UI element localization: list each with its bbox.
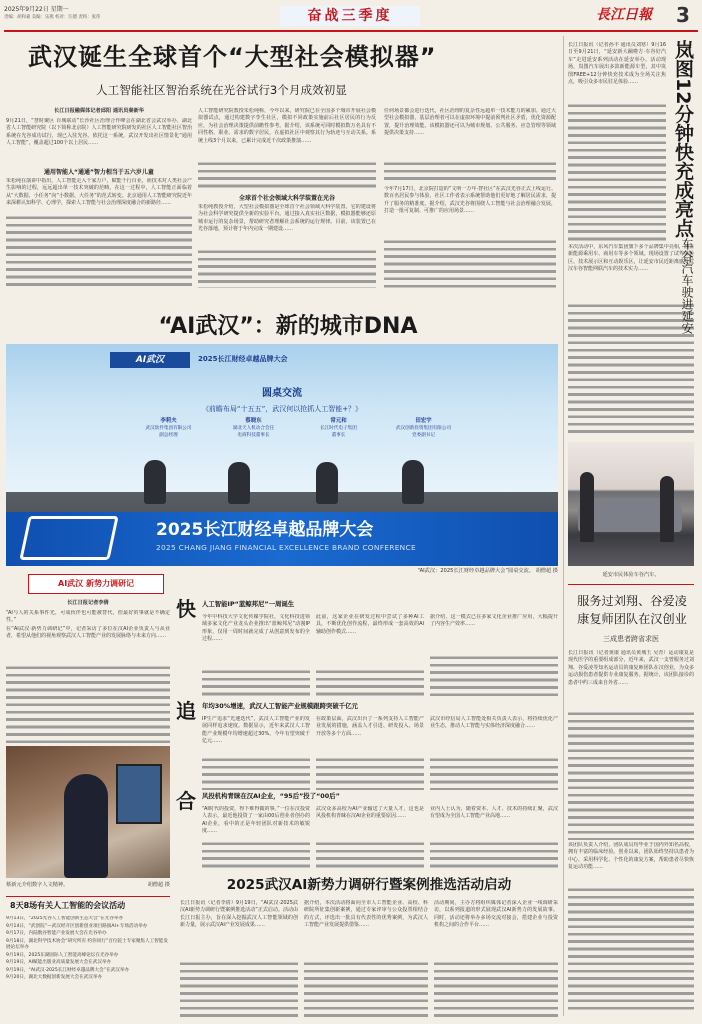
- person-figure: [64, 774, 108, 878]
- lead-column-2-text: [198, 160, 376, 190]
- side-body-1-text: [568, 102, 666, 242]
- section3-col-b-text: [316, 840, 424, 872]
- issue-date: 2025年9月22日 星期一: [4, 6, 69, 13]
- bottom-body-1: 长江日报讯（记者李倩）9月19日，“AI武汉·2025武汉AI新势力调研行暨案例推选活动”正式启动。活动由长江日报主办，旨在深入挖掘武汉人工智能领域的创新力量，展示武汉AI产业发展成果……: [180, 900, 298, 929]
- side-body-4: 该团队负责人介绍，团队成员均毕业于国内外知名高校，拥有丰富的临床经验。创业以来，团队始终坚持以患者为中心，采用科学化、个性化的康复方案，帮助患者尽快恢复运动功能……: [568, 842, 694, 871]
- section-banner: [280, 6, 420, 26]
- speaker-name: 常元和: [330, 418, 347, 424]
- lead-subhead-1: 通用智能人“通通”智力相当于五六岁儿童: [44, 169, 154, 176]
- section3-col-b: 武汉众多高校为AI产业输送了大量人才，这也是风投机构青睐在汉AI企业的重要原因……: [316, 806, 424, 820]
- bottom-body-2-text: [304, 960, 428, 1018]
- section1-col-b: 此前，这家企业在研发过程中尝试了多种AI工具，不断优化创作流程，最终形成一套高效的AI辅助创作模式……: [316, 614, 424, 635]
- section3-title: 风投机构青睐在汉AI企业，“95后”投了“00后”: [202, 792, 340, 800]
- side-subtitle-text: 车谷汽车驶进延安: [680, 238, 694, 334]
- person-figure: [660, 476, 674, 542]
- editors-line: 责编：胡和嘉 美编：乐燕 校对：汪德 责校：张伟: [4, 15, 101, 20]
- side-title: [670, 40, 694, 240]
- list-item: 9月18日，湖北科学技术协会“研究所有 约你同行”百位院士专家聚焦人工智能发展论坛举办: [6, 938, 168, 950]
- speaker-card: [214, 418, 294, 470]
- speaker-org: 长江时代电子集团: [320, 426, 357, 431]
- lead-column-2: 人工智能研究院教授朱松纯称，今年以来，研究院已在全国多个城市开展社会模拟器试点，通过构建数字孪生社区，模拟不同政策实施前后社区居民的行为反应，为社会治理决策提供前瞻性参考。据介绍，该系统可同时模拟数万名具有不同性格、职业、需求的数字居民，在虚拟社区中观察其行为轨迹与互动关系。系统上线3个月以来，已累计完成近千次政策推演……: [198, 108, 376, 144]
- section3-col-a-text: [202, 840, 310, 872]
- speaker-card: [129, 418, 209, 470]
- ai-wuhan-logo: AI武汉: [110, 352, 190, 368]
- research-byline: 长江日报记者李倩: [67, 600, 109, 606]
- event-list: [6, 916, 170, 1020]
- side-title-text: 岚图12分钟快充成亮点: [672, 40, 694, 238]
- marker-he: 合: [176, 789, 196, 813]
- section-title: 奋战三季度: [307, 8, 393, 24]
- list-top-rule: [6, 896, 170, 897]
- side-body-3: 长江日报讯（记者黄康 通讯员黄城玉 吴青）运动康复是现代医学的重要组成部分，近年来，武汉一支曾服务过刘翔、谷爱凌等知名运动员的康复师团队在汉创业，为众多运动损伤患者提供专业康复服务。据统计，该团队接诊的患者中约三成来自外省……: [568, 650, 694, 686]
- side-subtitle-2: 三成患者跨省求医: [603, 635, 659, 643]
- research-photo-caption: 蔡新元介绍数字人文精神。: [6, 882, 69, 888]
- speaker-org: 湖北天人机动合会任: [232, 426, 275, 431]
- section3-col-a: “AI时代的投资，得下难得做的事。”一位在汉投资人表示，最近他投资了一家由00后创业者创办的AI企业，看中的正是年轻团队对新技术的敏锐度……: [202, 806, 310, 835]
- research-intro-text: [6, 664, 170, 744]
- lead-column-1: 9月21日，“慧时聚区 百城联动”长沙社区治理合作峰会在湖北省会武汉举办，湖北省人工智能研究院（以下简称北京院）人工智能研究院研发的社区人工智能社区智治系统在光谷成功试行，现已入驻光谷。依托这一系统，武汉开发出社区情景化“通用人工智能”，覆盖超过100个以上居民……: [6, 118, 192, 147]
- list-item: 9月17日，内陆数谷智能产业发展大会在光谷举办: [6, 931, 107, 936]
- list-item: 9月19日，2025东湖国际人工智能高峰论坛在光谷举办: [6, 952, 119, 958]
- backdrop-topic: 《前瞻布局“十五五”，武汉何以抢抓人工智能+？》: [201, 405, 363, 413]
- marker-zhui: 追: [176, 699, 196, 723]
- side-body-2: 本次活动中，东风汽车集团旗下多个品牌集中亮相，涵盖新能源乘用车、商用车等多个领域。现场设置了试驾体验区、技术展示区和互动娱乐区，让延安市民近距离感受武汉车谷智能网联汽车的技术实力……: [568, 244, 694, 273]
- research-photo: [6, 746, 170, 878]
- feature-title: “AI武汉”：新的城市DNA: [158, 314, 418, 339]
- section1-col-b-text: [316, 668, 424, 698]
- research-photo-credit: 胡僧超 摄: [147, 882, 170, 888]
- section3-col-c-text: [430, 840, 558, 872]
- list-item: 9月13日，“2025光谷人工智能创新生态大会”在光谷举办: [6, 916, 124, 921]
- side-photo-caption: 延安市民体验车谷汽车。: [602, 572, 660, 578]
- side-body-4-text: [568, 886, 694, 1014]
- lead-subtitle: 人工智能社区智治系统在光谷试行3个月成效初显: [96, 83, 347, 97]
- bottom-body-1-text: [180, 960, 298, 1018]
- lead-column-3: 任何场景都会进行迭代，社区治理的复杂性远超单一技术能力的累加。通过大型社会模拟器，基层治理者可以在虚拟环境中提前预判社区矛盾，优化资源配置，提升治理效能。该模拟器还可以为城市规划、公共服务、应急管理等领域提供决策支持……: [384, 108, 556, 137]
- research-intro: “AI与人的关系事件光，可成伙伴也可能被替代，但最好的事就是不确定性。”: [6, 610, 170, 624]
- panelist-figure: [402, 460, 424, 504]
- section2-col-c: 武汉市经信局人工智能处相关负责人表示，将持续优化产业生态，推动人工智能与实体经济深度融合……: [430, 716, 558, 730]
- section1-col-a: 今年中科技大学文化传媒学院社，文化科技进领域多家文化产业龙头企业推出“蓝鲸邦尼”动漫IP形象，仅用一周时间就完成了从创意到发布的全过程……: [202, 614, 310, 643]
- list-item: 9月19日，AI赋能出版业高质量发展大会在武汉举办: [6, 960, 112, 965]
- panelist-figure: [316, 462, 338, 504]
- event-list-title: 8天8场有关人工智能的会议活动: [10, 901, 126, 910]
- section3-col-c: 业内人士认为，随着资本、人才、技术的持续汇聚，武汉有望成为全国人工智能产业高地……: [430, 806, 558, 820]
- section1-col-c-text: [430, 654, 558, 698]
- marker-kuai: 快: [176, 597, 196, 621]
- side-title-2: 服务过刘翔、谷爱凌 康复师团队在汉创业: [577, 594, 687, 626]
- speaker-name: 李莉夫: [160, 418, 177, 424]
- lead-column-1-text: [6, 214, 192, 288]
- lead-byline: 长江日报融媒体记者邱阳 通讯员秦新华: [54, 108, 144, 114]
- side-body-3-text: [568, 710, 694, 840]
- section2-col-a-text: [202, 756, 310, 790]
- speaker-name: 田宏宇: [415, 418, 432, 424]
- speaker-org: 武汉创新投资集团有限公司: [395, 426, 452, 431]
- panelist-figure: [144, 460, 166, 504]
- stage-banner: [6, 512, 558, 566]
- header-meta: [4, 6, 122, 21]
- section2-title: 年均30%增速，武汉人工智能产业规模跟跨突破千亿元: [202, 702, 358, 710]
- list-item: 9月14日，“武创院”—武汉经开区创新创业项目路演AI+专场活动举办: [6, 923, 148, 929]
- lead-column-2b-text: [198, 248, 376, 288]
- display-screen: [116, 764, 162, 824]
- list-item: 9月19日，“AI武汉·2025长江财经卓越品牌大会”在武汉举办: [6, 967, 130, 973]
- speaker-org: 武汉软件集团有限公司: [145, 426, 192, 431]
- lead-column-2b: 朱松纯教授介绍，大型社会模拟器是全球首个社会领域大科学装置，它的建设将为社会科学研究提供全新的实验平台。通过接入真实社区数据，模拟器能够还原城市运行的复杂场景，帮助研究者理解社会系统的运行规律。目前，该装置已在光谷落地，预计将于年内完成一期建设……: [198, 204, 376, 233]
- side-photo: [568, 442, 694, 566]
- lead-subhead-2: 全球首个社会领域大科学装置在光谷: [238, 195, 335, 202]
- bottom-body-3-text: [434, 960, 558, 1018]
- speaker-role: 董事长: [331, 433, 346, 438]
- section1-col-c: 据介绍，这一模式已在多家文化企业推广应用，大幅提升了内容生产效率……: [430, 614, 558, 628]
- bottom-body-2: 据介绍，本次活动将面向全市人工智能企业、高校、科研院所征集创新案例，通过专家评审与公众投票相结合的方式，评选出一批具有代表性的优秀案例，为武汉人工智能产业发展提供借鉴……: [304, 900, 428, 929]
- side-body-1: 长江日报讯（记者孙丰 通讯员刘寒）9月16日至9月21日，“延安新大蹦啦方·车谷好汽车”走进延安系列活动在延安举办。活动现场，岚图汽车展出多款新能源车型，其中岚图FREE+12分钟快充技术成为全场关注焦点，吸引众多市民驻足体验……: [568, 42, 666, 86]
- section2-col-b: 在政策层面，武汉出台了一系列支持人工智能产业发展的措施，涵盖人才引进、研发投入、场景开放等多个方面……: [316, 716, 424, 737]
- sidebar-divider: [563, 36, 564, 1016]
- panelist-figure: [228, 462, 250, 504]
- speaker-name: 蔡晓东: [245, 418, 262, 424]
- feature-photo-credit: “AI武汉：2025长江财经卓越品牌大会”圆桌交流。 胡僧超 摄: [417, 568, 558, 574]
- section2-col-c-text: [430, 756, 558, 790]
- header-rule: [4, 30, 698, 32]
- research-badge: [28, 574, 164, 594]
- banner-conference-english: 2025 CHANG JIANG FINANCIAL EXCELLENCE BRAND CONFERENCE: [156, 543, 416, 552]
- research-intro-2: 在“AI武汉·新势力调研记”中，记者采访了多位在汉AI企业负责人与从业者，希望从他们的视角观察武汉人工智能产业的发展脉络与未来方向……: [6, 626, 170, 640]
- speaker-card: [299, 418, 379, 470]
- page-number: 3: [676, 3, 690, 27]
- backdrop-title: 圆桌交流: [262, 388, 302, 399]
- speaker-role: 电商科技董事长: [237, 433, 270, 438]
- speaker-card: [384, 418, 464, 470]
- research-badge-text: AI武汉 新势力调研记: [58, 579, 134, 588]
- lead-column-1b: 朱松纯在演讲中指出，人工智能走入千家万户，赋能千行百业，而技术对人类社会产生影响的过程，远远超出单一技术突破的范畴。在这一过程中，人工智能正面临着从“大数据、小任务”向“小数据、大任务”的范式转变。北京通用人工智能研究院近年来深耕认知科学、心理学，探索人工智能与社会治理深度融合的新路径……: [6, 178, 192, 207]
- side-rule: [568, 584, 694, 585]
- speaker-role: 党委副书记: [412, 433, 435, 438]
- side-subtitle: [672, 238, 694, 408]
- lead-column-3b-text: [384, 238, 556, 288]
- section1-col-a-text: [202, 668, 310, 698]
- list-item: 9月20日，湖北大数据创新发展大会在武汉举办: [6, 975, 103, 980]
- lead-column-3-text: [384, 160, 556, 184]
- feature-photo: [6, 344, 558, 566]
- backdrop-conference-name: 2025长江财经卓越品牌大会: [198, 355, 288, 363]
- lead-column-3b: 今年7月17日，北京院打造的“文明一万年·智社区”在武汉光谷正式上线运行。数百名居民参与体验，社区工作者表示系统帮助他们更好地了解居民需求，提升了服务的精准度。据介绍，武汉光谷将围绕人工智能与社会治理融合发展，打造一批可复制、可推广的应用场景……: [384, 186, 556, 215]
- banner-conference-name: 2025长江财经卓越品牌大会: [156, 520, 374, 540]
- section2-col-a: IP生产追求“光速迭代”，武汉人工智能产业的发展同样追求速度。数据显示，近年来武汉人工智能产业规模年均增速超过30%，今年有望突破千亿元……: [202, 716, 310, 745]
- banner-ai-logo: [19, 516, 118, 560]
- masthead-logo: 長江日報: [596, 7, 652, 23]
- person-figure: [580, 472, 594, 542]
- lead-title: 武汉诞生全球首个“大型社会模拟器”: [28, 43, 437, 71]
- bottom-body-3: 活动期间，主办方将组织媒体记者深入企业一线调研采访，以系列报道的形式展现武汉AI新势力的发展故事。同时，活动还将举办多场交流对接会，搭建企业与投资机构之间的合作平台……: [434, 900, 558, 929]
- speaker-role: 副总经理: [159, 433, 178, 438]
- bottom-title: 2025武汉AI新势力调研行暨案例推选活动启动: [226, 877, 512, 893]
- section2-col-b-text: [316, 756, 424, 790]
- section1-title: 人工智能IP“蓝鲸邦尼”一周诞生: [202, 600, 295, 608]
